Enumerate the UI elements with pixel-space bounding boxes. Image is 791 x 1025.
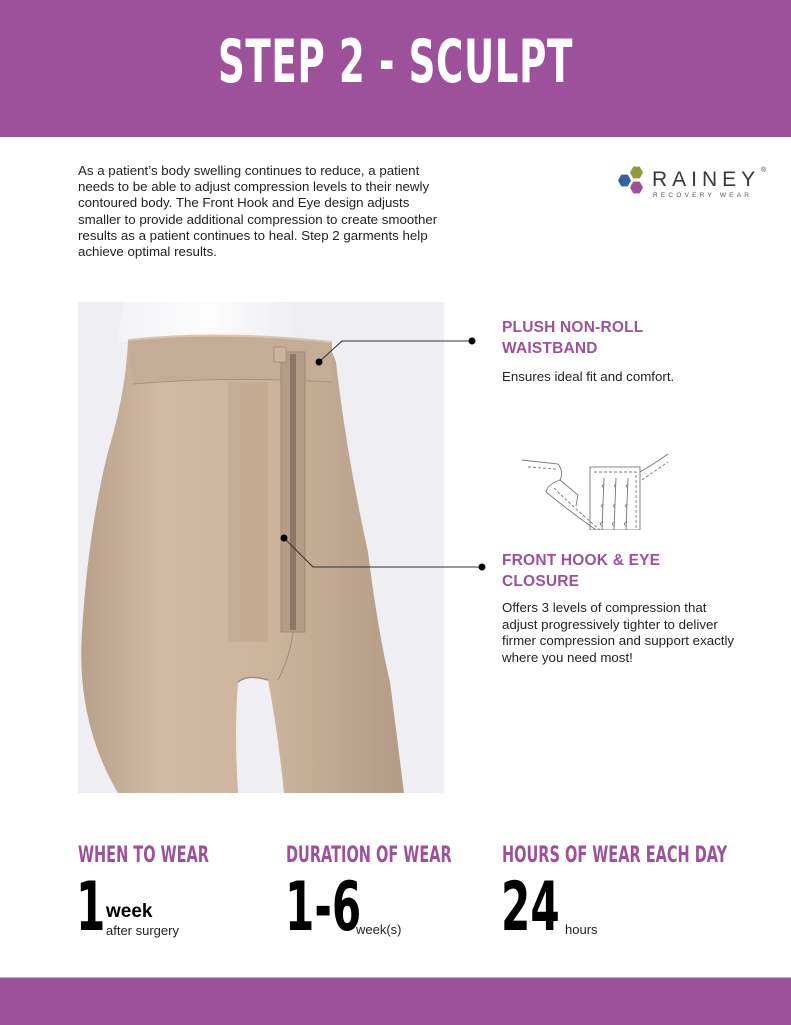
- footer-band: [0, 977, 791, 1025]
- logo-tagline: RECOVERY WEAR: [653, 192, 753, 199]
- feature-title-waistband: [502, 317, 643, 359]
- hook-eye-diagram-icon: [518, 450, 670, 530]
- intro-paragraph: As a patient’s body swelling continues to reduce, a patient needs to be able to adjust compression levels to their newly contoured body. The Front Hook and Eye design adjusts smaller to provide additional compression to create smoother results as a patient continues to heal. Step 2 garments help achieve optimal results.: [78, 163, 438, 260]
- logo-hex-blue-icon: [618, 174, 631, 187]
- feature-desc-line: Offers 3 levels of compression that: [502, 600, 707, 615]
- header-band: [0, 0, 791, 137]
- feature-title-line: FRONT HOOK & EYE: [502, 552, 661, 569]
- stat-unit: week(s): [356, 922, 402, 937]
- stat-value: 1: [76, 868, 106, 947]
- stat-label: DURATION OF WEAR: [286, 843, 452, 868]
- feature-desc-line: where you need most!: [502, 649, 633, 665]
- product-photo: [78, 302, 444, 793]
- feature-desc-waistband: Ensures ideal fit and comfort.: [502, 369, 675, 384]
- stat-unit: hours: [565, 922, 598, 937]
- logo-hex-purple-icon: [630, 181, 643, 194]
- feature-desc-line: firmer compression and support exactly: [502, 633, 735, 648]
- feature-title-line: WAISTBAND: [502, 340, 598, 357]
- logo-registered-mark: ®: [761, 167, 767, 174]
- logo-hex-green-icon: [630, 166, 643, 179]
- callout-dot-closure-end: [479, 564, 486, 571]
- callout-dot-waistband-end: [469, 338, 476, 345]
- feature-desc-line: adjust progressively tighter to deliver: [502, 616, 718, 632]
- stat-unit: after surgery: [106, 923, 179, 938]
- feature-title-line: CLOSURE: [502, 573, 580, 590]
- stat-unit-strong: week: [106, 901, 153, 922]
- rainey-logo: [618, 166, 778, 202]
- garment-illustration: [78, 302, 444, 793]
- feature-title-line: PLUSH NON-ROLL: [502, 319, 644, 336]
- stat-label: WHEN TO WEAR: [78, 843, 209, 868]
- stat-value: 1-6: [285, 868, 362, 947]
- feature-title-closure: [502, 550, 660, 592]
- stat-value: 24: [501, 868, 560, 947]
- logo-wordmark: RAINEY: [652, 168, 761, 191]
- page-title: STEP 2 - SCULPT: [218, 27, 573, 97]
- stat-label: HOURS OF WEAR EACH DAY: [502, 843, 728, 868]
- feature-desc-closure: [502, 600, 734, 666]
